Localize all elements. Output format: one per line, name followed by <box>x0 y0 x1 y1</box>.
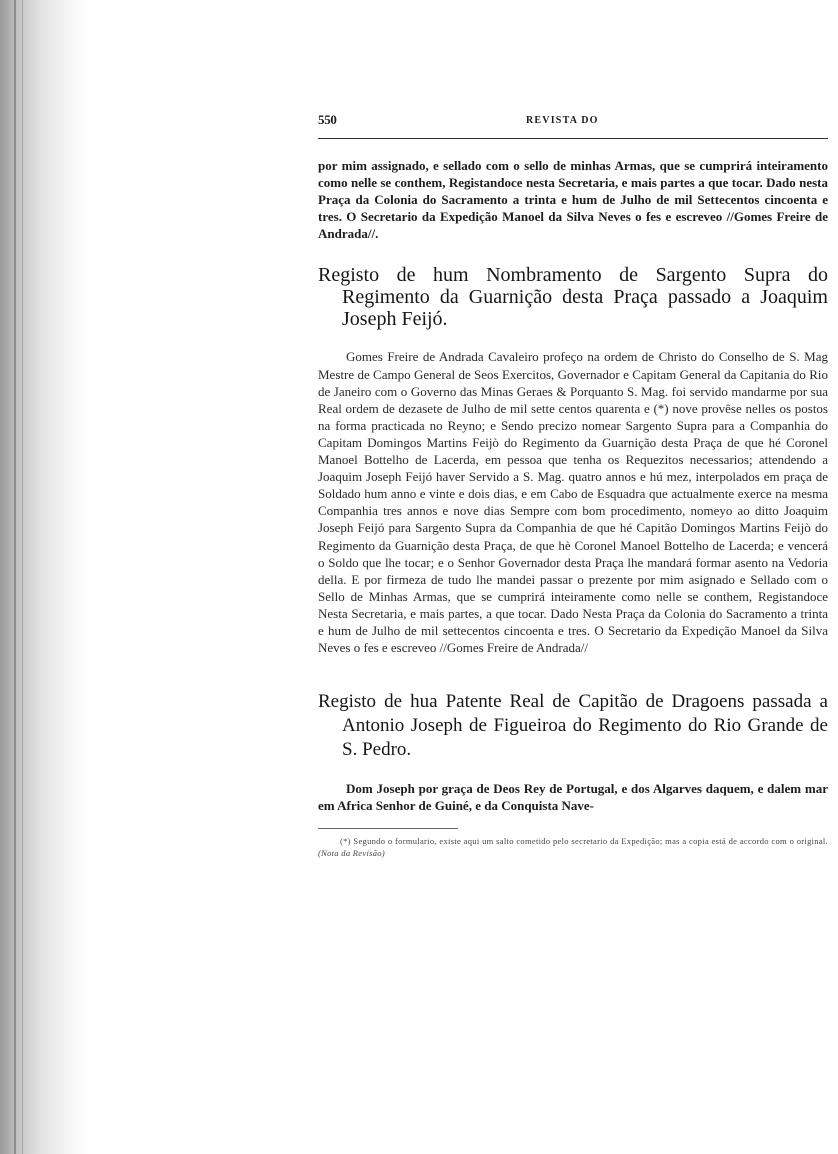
binding-crease <box>14 0 16 1154</box>
section-heading: Registo de hua Patente Real de Capitão de Dragoens passada a Antonio Joseph de Figueiroa do Regimento do Rio Grande de S. Pedro. <box>318 691 828 761</box>
footnote-note: (Nota da Revisão) <box>318 848 385 859</box>
intro-block <box>318 157 828 242</box>
footnote-rule <box>318 828 458 829</box>
book-page <box>318 112 828 859</box>
intro-paragraph: por mim assignado, e sellado com o sello de minhas Armas, que se cumprirá inteiramento como nelle se conthem, Registandoce nesta Secretaria, e mais partes a que tocar. Dado nesta Praça da Colonia do Sacramento a trinta e hum de Julho de mil Settecentos cincoenta e tres. O Secretario da Expedição Manoel da Silva Neves o fes e escreveo //Gomes Freire de Andrada//. <box>318 158 828 242</box>
page-number: 550 <box>318 112 337 127</box>
section-body: Dom Joseph por graça de Deos Rey de Portugal, e dos Algarves daquem, e dalem mar em Africa Senhor de Guiné, e da Conquista Nave- <box>318 781 828 814</box>
footnote <box>318 835 828 859</box>
header-rule <box>318 138 828 139</box>
section-body: Gomes Freire de Andrada Cavaleiro profeço na ordem de Christo do Conselho de S. Mag Mestre de Campo General de Seos Exercitos, Governador e Capitam General da Capitania do Rio de Janeiro com o Governo das Minas Geraes & Porquanto S. Mag. foi servido mandarme por sua Real ordem de dezasete de Julho de mil sette centos quarenta e (*) nove provêse nelles os postos na forma practicada no Reyno; e Sendo precizo nomear Sargento Supra para a Companhia do Capitam Domingos Martins Feijò do Regimento da Guarnição desta Praça de que hé Coronel Manoel Bottelho de Lacerda, em pessoa que tenha os Requezitos necessarios; attendendo a Joaquim Joseph Feijó haver Servido a S. Mag. quatro annos e hú mez, interpolados em praça de Soldado hum anno e vinte e dois dias, e em Cabo de Esquadra que actualmente exerce na mesma Companhia tres annos e nove dias Sempre com bom procedimento, nomeyo ao ditto Joaquim Joseph Feijó para Sargento Supra da Companhia de que hé Capitão Domingos Martins Feijò do Regimento da Guarnição desta Praça, de que hè Coronel Manoel Bottelho de Lacerda; e vencerá o Soldo que lhe tocar; e o Senhor Governador desta Praça lhe mandará formar asento na Vedoria della. E por firmeza de tudo lhe mandei passar o prezente por mim asignado e Sellado com o Sello de Minhas Armas, que se cumprirá inteiramente como nelle se conthem, Registandoce Nesta Secretaria, e mais partes, a que tocar. Dado Nesta Praça da Colonia do Sacramento a trinta e hum de Julho de mil settecentos cincoenta e tres. O Secretario da Expedição Manoel da Silva Neves o fes e escreveo //Gomes Freire de Andrada// <box>318 349 828 656</box>
section-heading: Registo de hum Nombramento de Sargento Supra do Regimento da Guarnição desta Praça passado a Joaquim Joseph Feijó. <box>318 264 828 331</box>
binding-crease <box>22 0 23 1154</box>
footnote-text: (*) Segundo o formulario, existe aqui um salto cometido pelo secretario da Expedição; mas a copia está de accordo com o original. <box>340 836 828 847</box>
running-head <box>318 112 828 134</box>
journal-title: REVISTA DO <box>526 115 599 126</box>
